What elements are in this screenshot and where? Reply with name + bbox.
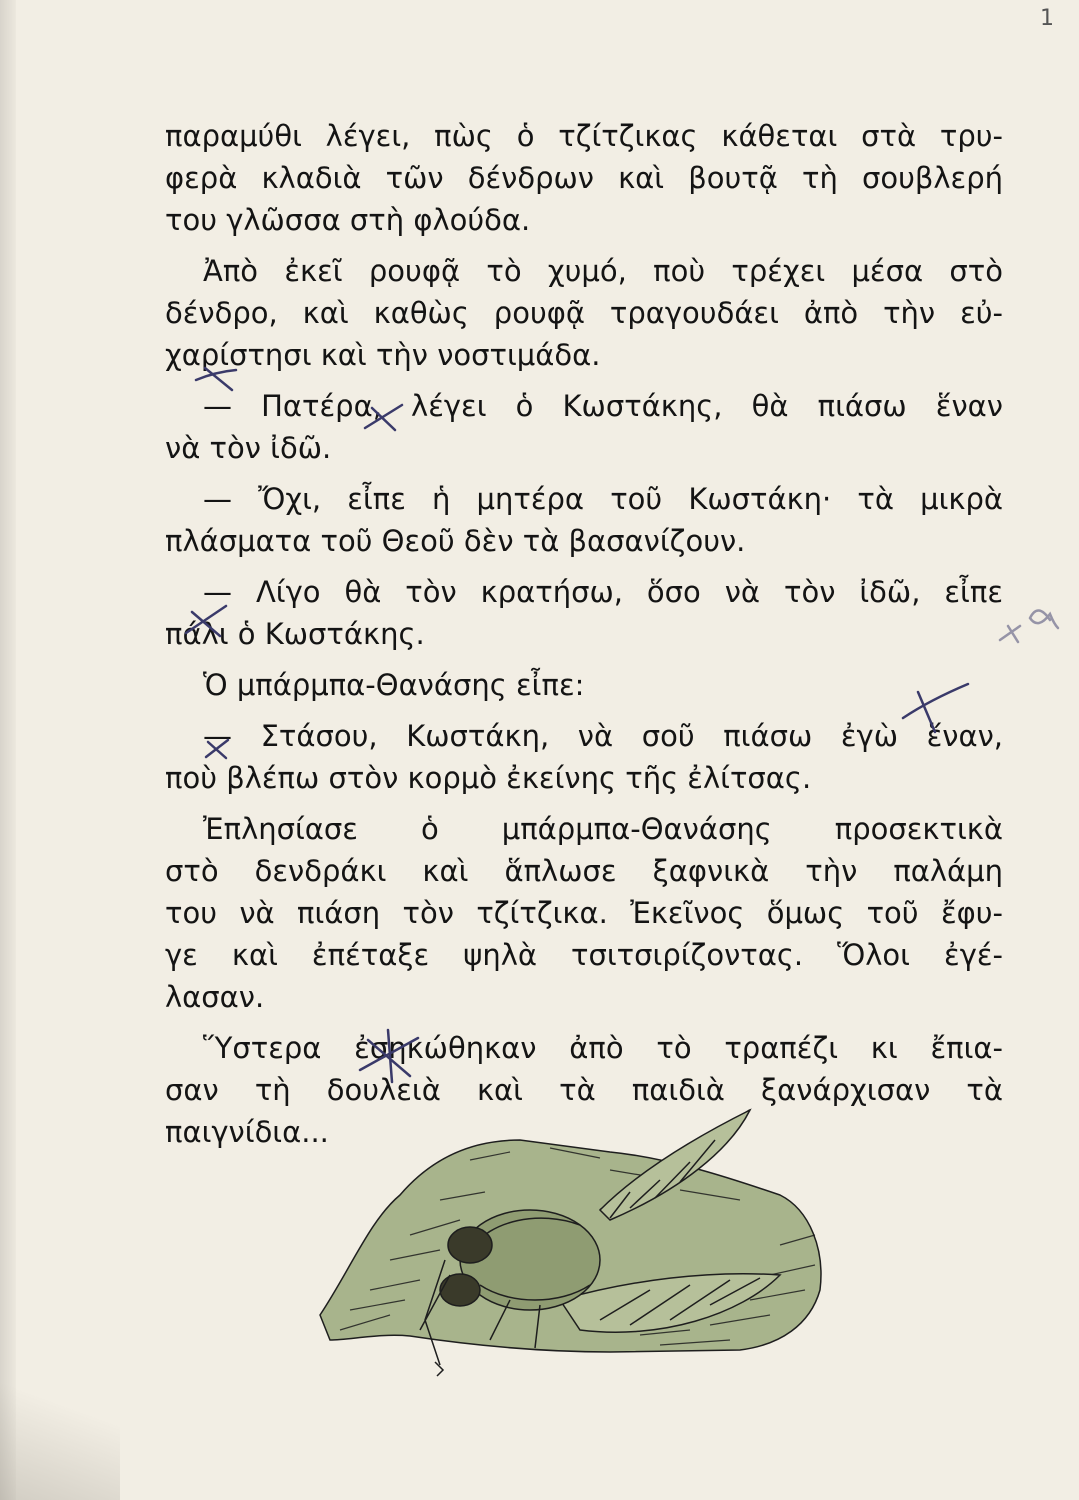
pen-cross-mark <box>360 1030 418 1082</box>
text-line: γε καὶ ἐπέταξε ψηλὰ τσιτσιρίζοντας. Ὅλοι ἐγέ- <box>165 938 1003 972</box>
text-line: σαν τὴ δουλειὰ καὶ τὰ παιδιὰ ξανάρχισαν τὰ <box>165 1073 1003 1107</box>
text-line: Ὕστερα ἐσηκώθηκαν ἀπὸ τὸ τραπέζι κι ἔπια- <box>203 1031 1003 1065</box>
pen-cross-mark <box>365 405 402 430</box>
text-line: του γλῶσσα στὴ φλούδα. <box>165 203 531 237</box>
text-line: πάλι ὁ Κωστάκης. <box>165 617 425 651</box>
pen-cross-mark <box>206 740 228 758</box>
text-line: Ὁ μπάρμπα-Θανάσης εἶπε: <box>203 668 585 702</box>
text-line: φερὰ κλαδιὰ τῶν δένδρων καὶ βουτᾷ τὴ σουβλερή <box>165 161 1003 195</box>
text-line: νὰ τὸν ἰδῶ. <box>165 431 332 465</box>
page-number-mark: 1 <box>1040 6 1054 31</box>
text-line: Ἐπλησίασε ὁ μπάρμπα-Θανάσης προσεκτικὰ <box>203 812 1003 846</box>
text-line: λασαν. <box>165 980 265 1014</box>
text-line: δένδρο, καὶ καθὼς ρουφᾷ τραγουδάει ἀπὸ τὴν εὐ- <box>165 296 1003 330</box>
text-line: ποὺ βλέπω στὸν κορμὸ ἐκείνης τῆς ἐλίτσας. <box>165 761 812 795</box>
pen-cross-mark <box>903 684 968 732</box>
pen-scribble-mark <box>1000 610 1058 642</box>
text-line: — Ὄχι, εἶπε ἡ μητέρα τοῦ Κωστάκη· τὰ μικρὰ <box>203 482 1003 516</box>
text-line: — Στάσου, Κωστάκη, νὰ σοῦ πιάσω ἐγὼ ἕναν, <box>203 719 1003 753</box>
text-line: πλάσματα τοῦ Θεοῦ δὲν τὰ βασανίζουν. <box>165 524 746 558</box>
pen-cross-mark <box>196 368 236 390</box>
text-line: στὸ δενδράκι καὶ ἅπλωσε ξαφνικὰ τὴν παλάμη <box>165 854 1003 888</box>
text-line: — Λίγο θὰ τὸν κρατήσω, ὅσο νὰ τὸν ἰδῶ, εἶπε <box>203 575 1003 609</box>
pen-cross-mark <box>186 606 226 636</box>
text-line: Ἀπὸ ἐκεῖ ρουφᾷ τὸ χυμό, ποὺ τρέχει μέσα στὸ <box>203 254 1003 288</box>
text-line: — Πατέρα, λέγει ὁ Κωστάκης, θὰ πιάσω ἕναν <box>203 389 1003 423</box>
cicada-illustration <box>310 1100 830 1380</box>
text-line: του νὰ πιάση τὸν τζίτζικα. Ἐκεῖνος ὅμως τοῦ ἔφυ- <box>165 896 1003 930</box>
text-line: παραμύθι λέγει, πὼς ὁ τζίτζικας κάθεται στὰ τρυ- <box>165 119 1003 153</box>
text-line: παιγνίδια... <box>165 1115 329 1149</box>
text-line: χαρίστησι καὶ τὴν νοστιμάδα. <box>165 338 601 372</box>
